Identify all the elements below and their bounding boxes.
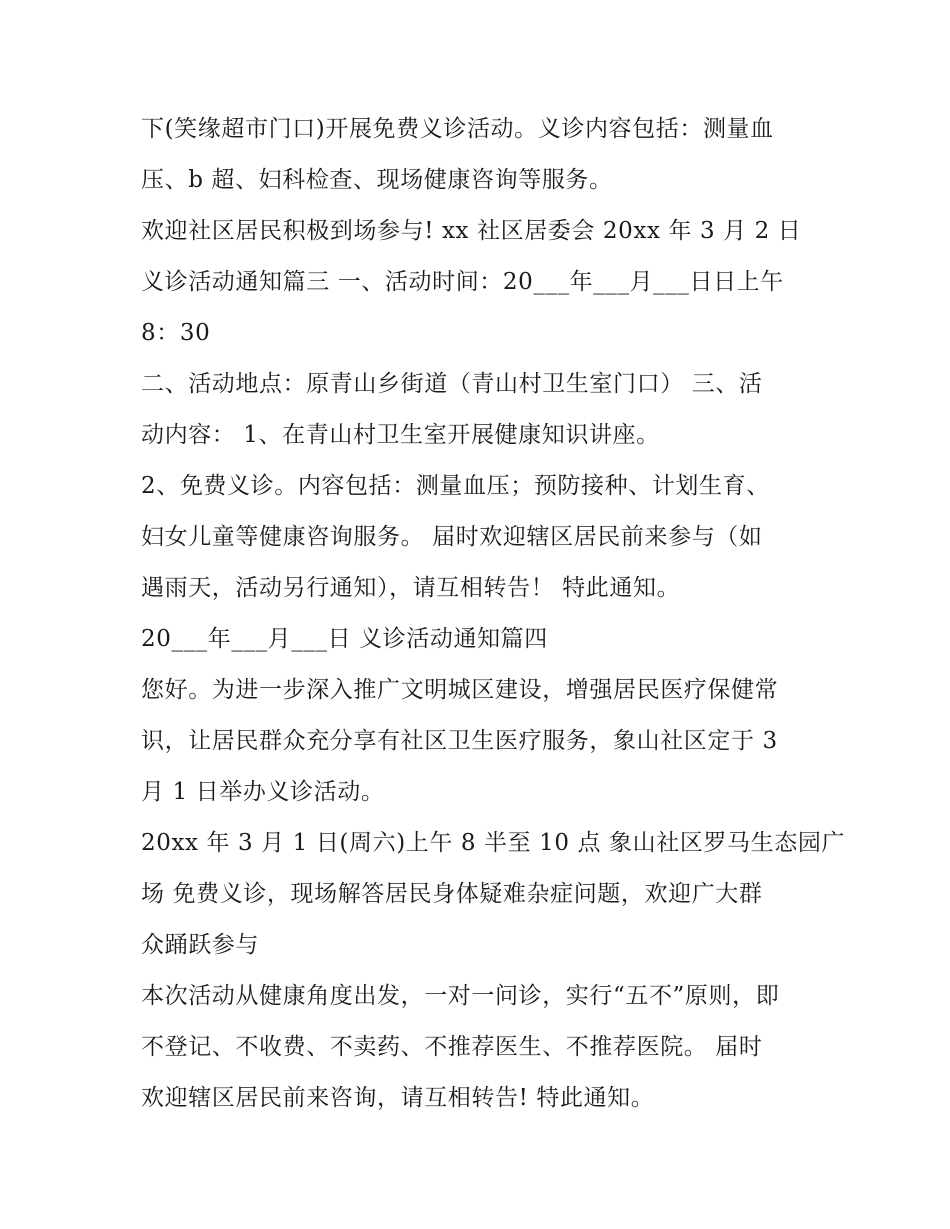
text-line: 8：30 [141,320,211,346]
text-line: 20___年___月___日 义诊活动通知篇四 [141,626,548,652]
text-line: 本次活动从健康角度出发，一对一问诊，实行“五不”原则，即 [141,983,780,1009]
text-line: 20xx 年 3 月 1 日(周六)上午 8 半至 10 点 象山社区罗马生态园广 [141,830,846,856]
text-line: 动内容： 1、在青山村卫生室开展健康知识讲座。 [141,422,660,448]
text-line: 识，让居民群众充分享有社区卫生医疗服务，象山社区定于 3 [141,728,778,754]
text-line: 月 1 日举办义诊活动。 [141,779,385,805]
text-line: 场 免费义诊，现场解答居民身体疑难杂症问题，欢迎广大群 [141,881,763,907]
text-line: 欢迎辖区居民前来咨询，请互相转告! 特此通知。 [141,1085,655,1111]
text-line: 二、活动地点：原青山乡街道（青山村卫生室门口） 三、活 [141,371,763,397]
text-line: 妇女儿童等健康咨询服务。 届时欢迎辖区居民前来参与（如 [141,524,763,550]
text-line: 下(笑缘超市门口)开展免费义诊活动。义诊内容包括：测量血 [141,116,774,142]
text-line: 压、b 超、妇科检查、现场健康咨询等服务。 [141,167,613,193]
text-line: 义诊活动通知篇三 一、活动时间：20___年___月___日日上午 [141,269,784,295]
text-line: 欢迎社区居民积极到场参与! xx 社区居委会 20xx 年 3 月 2 日 [141,218,802,244]
text-line: 遇雨天，活动另行通知），请互相转告！ 特此通知。 [141,575,681,601]
document-body [141,104,846,1124]
text-line: 众踊跃参与 [141,932,259,958]
text-line: 您好。为进一步深入推广文明城区建设，增强居民医疗保健常 [141,677,779,703]
text-line: 2、免费义诊。内容包括：测量血压；预防接种、计划生育、 [141,473,770,499]
text-line: 不登记、不收费、不卖药、不推荐医生、不推荐医院。 届时 [141,1034,763,1060]
